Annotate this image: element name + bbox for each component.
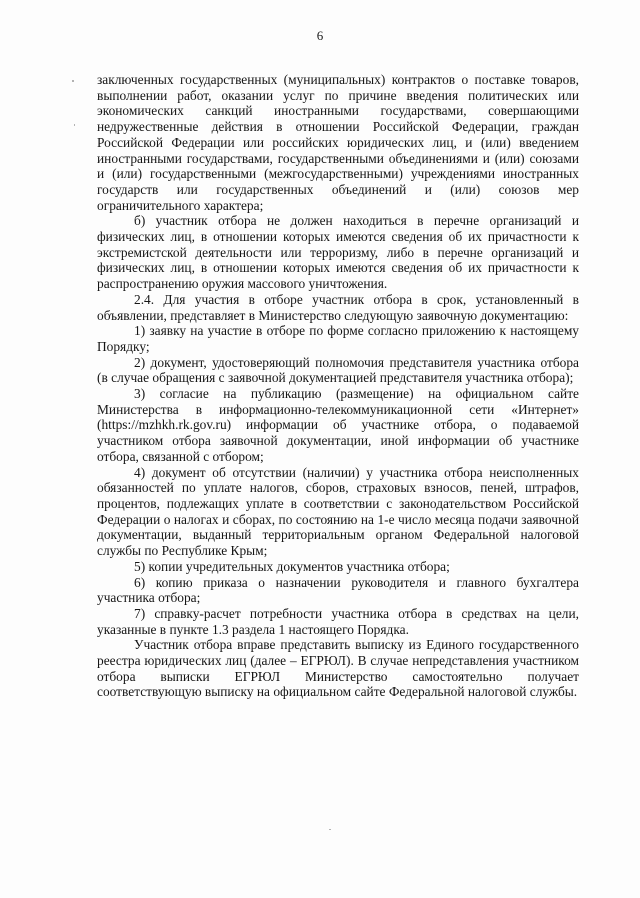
- paragraph-item-2: 2) документ, удостоверяющий полномочия представителя участника отбора (в случае обращения с заявочной документацией представителя участника отбора);: [97, 354, 579, 386]
- page-number: 6: [316, 28, 324, 43]
- paragraph-item-b: б) участник отбора не должен находиться в перечне организаций и физических лиц, в отношении которых имеются сведения об их причастности к экстремистской деятельности или терроризму, либо в перечне организаций и физических лиц, в отношении которых имеются сведения об их причастности к распространению оружия массового уничтожения.: [97, 213, 579, 292]
- scan-speck: [74, 124, 75, 126]
- paragraph-item-7: 7) справку-расчет потребности участника отбора в средствах на цели, указанные в пункте 1.3 раздела 1 настоящего Порядка.: [97, 605, 579, 637]
- paragraph-egrul: Участник отбора вправе представить выписку из Единого государственного реестра юридических лиц (далее – ЕГРЮЛ). В случае непредставления участником отбора выписки ЕГРЮЛ Министерство самостоятельно получает соответствующую выписку на официальном сайте Федеральной налоговой службы.: [97, 637, 579, 700]
- paragraph-item-5: 5) копии учредительных документов участника отбора;: [134, 558, 450, 574]
- paragraph-clause-2-4: 2.4. Для участия в отборе участник отбора в срок, установленный в объявлении, представляет в Министерство следующую заявочную документацию:: [97, 291, 579, 323]
- paragraph-continuation: заключенных государственных (муниципальных) контрактов о поставке товаров, выполнении работ, оказании услуг по причине введения политических или экономических санкций иностранными государствами, совершающими недружественные действия в отношении Российской Федерации, граждан Российской Федерации или российских юридических лиц, и (или) введением иностранными государствами, государственными объединениями и (или) союзами и (или) государственными (межгосударственными) учреждениями иностранных государств или государственных объединений и (или) союзов мер ограничительного характера;: [97, 72, 579, 213]
- paragraph-item-4: 4) документ об отсутствии (наличии) у участника отбора неисполненных обязанностей по уплате налогов, сборов, страховых взносов, пеней, штрафов, процентов, подлежащих уплате в соответствии с законодательством Российской Федерации о налогах и сборах, по состоянию на 1-е число месяца подачи заявочной документации, выданный территориальным органом Федеральной налоговой службы по Республике Крым;: [97, 464, 579, 559]
- paragraph-item-1: 1) заявку на участие в отборе по форме согласно приложению к настоящему Порядку;: [97, 323, 579, 354]
- document-body: [97, 72, 579, 700]
- paragraph-item-3: 3) согласие на публикацию (размещение) на официальном сайте Министерства в информационно-телекоммуникационной сети «Интернет» (https://mzhkh.rk.gov.ru) информации об участнике отбора, о подаваемой участником отбора заявочной документации, иной информации об участнике отбора, связанной с отбором;: [97, 386, 579, 464]
- scan-speck: [72, 80, 74, 82]
- paragraph-item-6: 6) копию приказа о назначении руководителя и главного бухгалтера участника отбора;: [97, 574, 579, 606]
- scan-speck: [329, 829, 331, 830]
